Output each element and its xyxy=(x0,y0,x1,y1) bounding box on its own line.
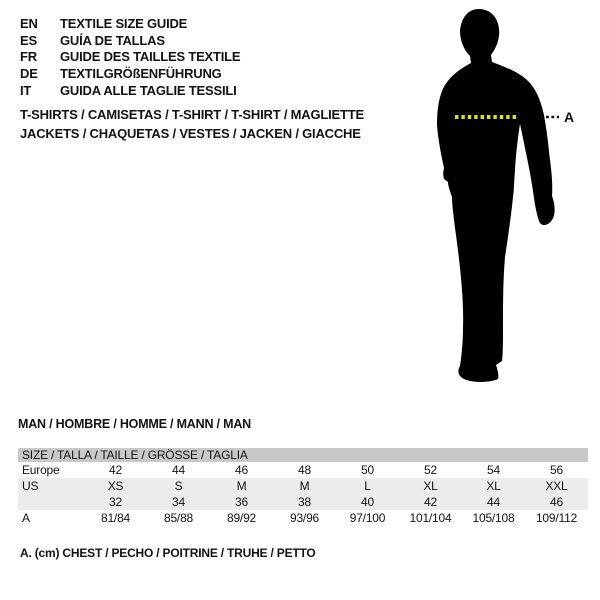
language-row-es xyxy=(20,32,240,49)
cell-chest-cm: 109/112 xyxy=(535,511,578,525)
cell-us-numeric: 32 xyxy=(84,494,147,510)
cell-chest-cm: 89/92 xyxy=(226,511,257,525)
language-title: GUIDE DES TAILLES TEXTILE xyxy=(60,49,241,65)
cell-europe: 54 xyxy=(487,463,500,477)
language-list xyxy=(20,15,240,99)
cell-us-numeric: 46 xyxy=(525,494,588,510)
language-code: DE xyxy=(20,66,38,82)
size-table-header-row xyxy=(18,448,588,462)
language-title: TEXTILE SIZE GUIDE xyxy=(60,15,188,31)
man-silhouette-figure xyxy=(395,5,600,390)
cell-europe: 52 xyxy=(424,463,437,477)
cell-us: M xyxy=(273,478,336,494)
cell-chest-cm: 97/100 xyxy=(349,511,386,525)
table-row-us xyxy=(18,478,588,494)
category-lines xyxy=(20,106,364,143)
cell-europe: 56 xyxy=(550,463,563,477)
row-label-europe: Europe xyxy=(22,463,60,477)
cell-us-numeric: 40 xyxy=(336,494,399,510)
cell-europe: 50 xyxy=(361,463,374,477)
cell-us: S xyxy=(147,478,210,494)
cell-europe: 46 xyxy=(235,463,248,477)
cell-chest-cm: 105/108 xyxy=(472,511,515,525)
table-row-us-numeric xyxy=(18,494,588,510)
language-title: TEXTILGRÖßENFÜHRUNG xyxy=(60,66,222,82)
cell-us-numeric: 36 xyxy=(210,494,273,510)
language-code: FR xyxy=(20,49,37,65)
row-label-us: US xyxy=(18,478,84,494)
language-title: GUÍA DE TALLAS xyxy=(60,32,165,48)
cell-us: XL xyxy=(399,478,462,494)
language-code: IT xyxy=(20,83,32,99)
cell-us: M xyxy=(210,478,273,494)
cell-chest-cm: 81/84 xyxy=(100,511,131,525)
size-table-header: SIZE / TALLA / TAILLE / GRÖSSE / TAGLIA xyxy=(18,448,588,462)
cell-chest-cm: 101/104 xyxy=(409,511,452,525)
size-table xyxy=(18,448,588,526)
cell-europe: 48 xyxy=(298,463,311,477)
cell-us: L xyxy=(336,478,399,494)
cell-us: XL xyxy=(462,478,525,494)
language-code: ES xyxy=(20,32,37,48)
row-label-blank xyxy=(18,494,84,510)
cell-us-numeric: 34 xyxy=(147,494,210,510)
man-silhouette xyxy=(437,9,555,382)
row-label-a: A xyxy=(22,511,30,525)
language-row-fr xyxy=(20,49,240,66)
language-row-en xyxy=(20,15,240,32)
cell-us-numeric: 44 xyxy=(462,494,525,510)
cell-us-numeric: 38 xyxy=(273,494,336,510)
language-code: EN xyxy=(20,15,38,31)
measurement-footnote: A. (cm) CHEST / PECHO / POITRINE / TRUHE / PETTO xyxy=(20,546,316,560)
cell-chest-cm: 93/96 xyxy=(289,511,320,525)
table-row-chest-cm xyxy=(18,510,588,526)
measure-label-a: A xyxy=(564,109,574,125)
language-row-de xyxy=(20,65,240,82)
cell-chest-cm: 85/88 xyxy=(163,511,194,525)
cell-us: XS xyxy=(84,478,147,494)
category-line-tshirts: T-SHIRTS / CAMISETAS / T-SHIRT / T-SHIRT / MAGLIETTE xyxy=(20,107,364,122)
cell-us-numeric: 42 xyxy=(399,494,462,510)
cell-europe: 44 xyxy=(172,463,185,477)
cell-us: XXL xyxy=(525,478,588,494)
table-row-europe xyxy=(18,462,588,478)
language-row-it xyxy=(20,82,240,99)
language-title: GUIDA ALLE TAGLIE TESSILI xyxy=(60,83,237,99)
category-line-jackets: JACKETS / CHAQUETAS / VESTES / JACKEN / GIACCHE xyxy=(20,125,361,141)
cell-europe: 42 xyxy=(109,463,122,477)
gender-heading: MAN / HOMBRE / HOMME / MANN / MAN xyxy=(18,417,251,431)
